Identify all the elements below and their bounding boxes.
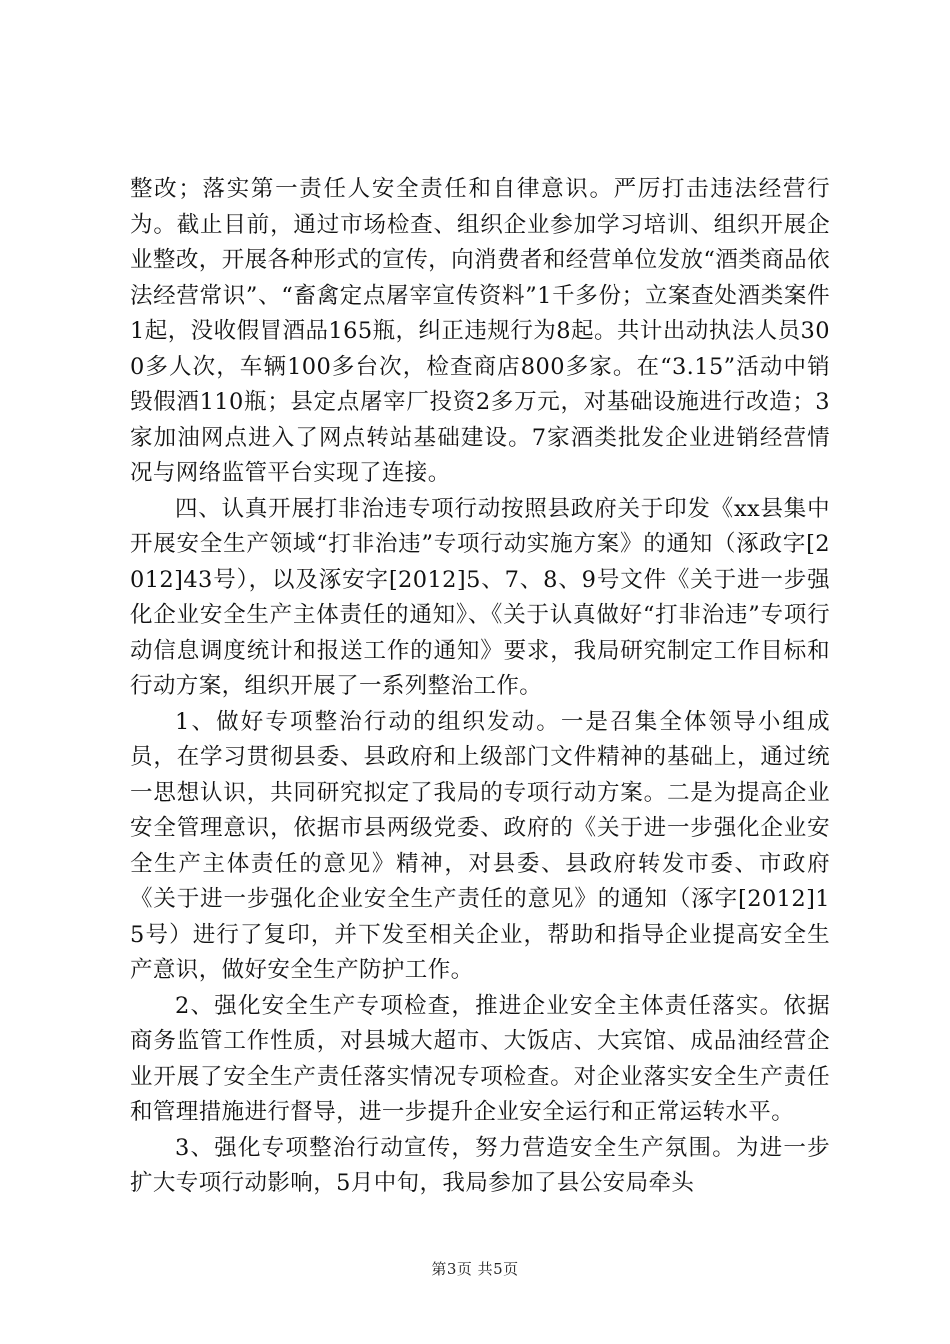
document-body	[130, 172, 830, 1202]
paragraph-item-2: 2、强化安全生产专项检查，推进企业安全主体责任落实。依据商务监管工作性质，对县城大超市、大饭店、大宾馆、成品油经营企业开展了安全生产责任落实情况专项检查。对企业落实安全生产责任和管理措施进行督导，进一步提升企业安全运行和正常运转水平。	[130, 992, 830, 1125]
paragraph-continuation: 整改；落实第一责任人安全责任和自律意识。严厉打击违法经营行为。截止目前，通过市场检查、组织企业参加学习培训、组织开展企业整改，开展各种形式的宣传，向消费者和经营单位发放“酒类商品依法经营常识”、“畜禽定点屠宰宣传资料”1千多份；立案查处酒类案件1起，没收假冒酒品165瓶，纠正违规行为8起。共计出动执法人员300多人次，车辆100多台次，检查商店800多家。在“3.15”活动中销毁假酒110瓶；县定点屠宰厂投资2多万元，对基础设施进行改造；3家加油网点进入了网点转站基础建设。7家酒类批发企业进销经营情况与网络监管平台实现了连接。	[130, 176, 830, 486]
paragraph-item-3: 3、强化专项整治行动宣传，努力营造安全生产氛围。为进一步扩大专项行动影响，5月中旬，我局参加了县公安局牵头	[130, 1134, 830, 1196]
paragraph-item-1: 1、做好专项整治行动的组织发动。一是召集全体领导小组成员，在学习贯彻县委、县政府和上级部门文件精神的基础上，通过统一思想认识，共同研究拟定了我局的专项行动方案。二是为提高企业安全管理意识，依据市县两级党委、政府的《关于进一步强化企业安全生产主体责任的意见》精神，对县委、县政府转发市委、市政府《关于进一步强化企业安全生产责任的意见》的通知（涿字[2012]15号）进行了复印，并下发至相关企业，帮助和指导企业提高安全生产意识，做好安全生产防护工作。	[130, 708, 830, 983]
page-footer: 第3页 共5页	[431, 1260, 519, 1278]
paragraph-section-four: 四、认真开展打非治违专项行动按照县政府关于印发《xx县集中开展安全生产领域“打非治违”专项行动实施方案》的通知（涿政字[2012]43号），以及涿安字[2012]5、7、8、9号文件《关于进一步强化企业安全生产主体责任的通知》、《关于认真做好“打非治违”专项行动信息调度统计和报送工作的通知》要求，我局研究制定工作目标和行动方案，组织开展了一系列整治工作。	[130, 495, 830, 699]
